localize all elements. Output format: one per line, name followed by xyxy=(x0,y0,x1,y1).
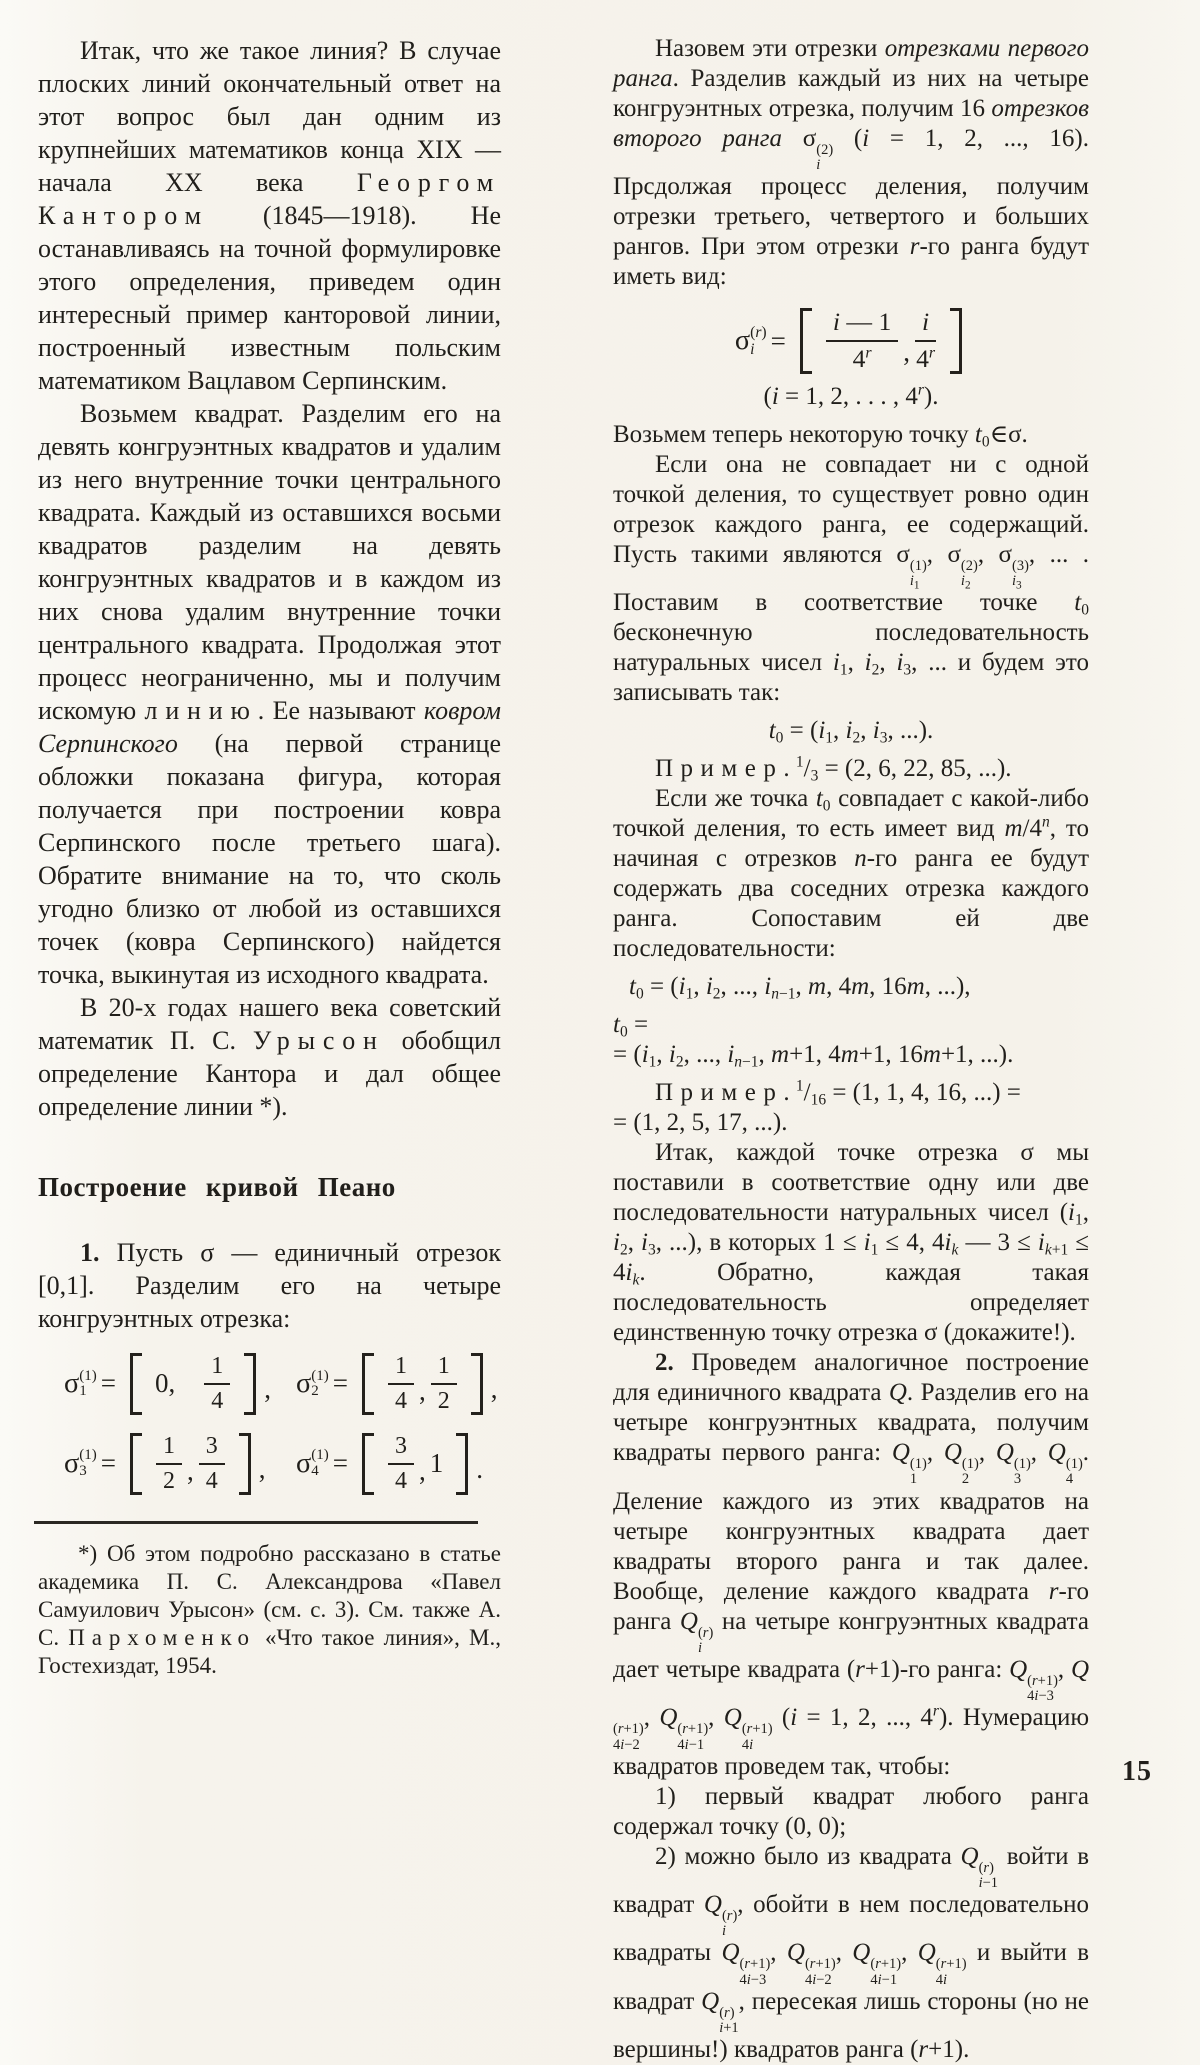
fraction: $\frac{3}{4}$ xyxy=(199,1433,225,1495)
right-bracket xyxy=(471,1353,483,1415)
right-bracket xyxy=(456,1433,468,1495)
section-heading: Построение кривой Пеано xyxy=(38,1172,396,1202)
paragraph-take-point: Возьмем теперь некоторую точку $t_0\in\sigma$. xyxy=(613,420,1028,451)
left-column xyxy=(38,34,501,2065)
fraction: $\frac{1}{2}$ xyxy=(431,1353,457,1415)
sigma-symbol: σ xyxy=(296,1448,312,1480)
right-bracket xyxy=(244,1353,256,1415)
left-bracket xyxy=(130,1433,142,1495)
fraction: $\frac{i}{4^r}$ xyxy=(916,307,936,374)
formula-t0-sequence: $t_0 = (i_1$, $i_2$, $i_3$, ...). xyxy=(768,717,934,747)
sigma-symbol: σ xyxy=(296,1368,312,1400)
left-bracket xyxy=(130,1353,142,1415)
fraction: $\frac{i — 1}{4^r}$ xyxy=(826,308,898,373)
formula-sigma-1: σ (1) 1 = 0, $\frac{1}{4}$ , xyxy=(64,1353,272,1414)
paragraph-non-division-point: Если она не совпадает ни с одной точкой деления, то существует ровно один отрезок каждого ранга, ее содержащий. Пусть такими являются σ (1) $i_1$ , σ (2) $i_2$ , σ (3) $i_3$ , ... . Поставим в соответствие точке $t_0$ бесконечную последовательность натуральных чисел $i_1$, $i_2$, $i_3$, ... и будем это записывать так: xyxy=(613,450,1089,707)
example-one-sixteenth: Пример. $^1/_{16} = (1$, 1, 4, 16, ...) = = (1, 2, 5, 17, ...). xyxy=(613,1077,1021,1137)
paragraph-correspondence: Итак, каждой точке отрезка σ мы поставили в соответствие одну или две последовательности натуральных чисел ($i_1$, $i_2$, $i_3$, ...), в которых $1 \le i_1 \le 4$, $4i_k$ — $3 \le i_{k+1} \le 4i_k$. Обратно, каждая такая последовательность определяет единственную точку отрезка σ (докажите!). xyxy=(613,1139,1089,1347)
condition-2: 2) можно было из квадрата Q (r) i−1 войти в квадрат Q (r) i , обойти в нем последовательно квадраты Q (r+1) 4i−3 , Q (r+1) 4i−2 , Q (r+1) 4i−1 , Q (r+1) 4i и выйти в квадрат Q (r) i+1 , пересекая лишь стороны (но не вершины!) квадратов ранга (r+1). xyxy=(613,1842,1090,2064)
right-bracket xyxy=(239,1433,251,1495)
page-number: 15 xyxy=(1122,1756,1152,1787)
paragraph-unit-segment: 1. Пусть σ — единичный отрезок [0,1]. Разделим его на четыре конгруэнтных отрезка: xyxy=(38,1238,501,1333)
fraction: $\frac{1}{4}$ xyxy=(204,1353,230,1415)
right-column xyxy=(613,34,1089,2065)
footnote: *) Об этом подробно рассказано в статье академика П. С. Александрова «Павел Самуилович Урысон» (см. с. 3). См. также А. С. Пархоменко «Что такое линия», М., Гостехиздат, 1954. xyxy=(38,1540,502,1678)
fraction: $\frac{1}{4}$ xyxy=(388,1353,414,1415)
left-bracket xyxy=(362,1433,374,1495)
sigma-symbol: σ xyxy=(64,1448,80,1480)
paragraph-division-point: Если же точка $t_0$ совпадает с какой-либо точкой деления, то есть имеет вид m/4$^n$, то начиная с отрезков n-го ранга ее будут содержать два соседних отрезка каждого ранга. Сопоставим ей две последовательности: xyxy=(613,785,1090,963)
sigma-symbol: σ xyxy=(734,325,751,357)
left-bracket xyxy=(800,308,812,373)
rank1-segment-formulas xyxy=(64,1353,501,1495)
sigma-symbol: σ xyxy=(64,1368,80,1400)
rank-index: (1) 1 xyxy=(79,1367,97,1400)
formula-sigma-4: σ (1) 4 = $\frac{3}{4}$ , 1 . xyxy=(296,1432,484,1494)
paragraph-first-rank-segments: Назовем эти отрезки отрезками первого ранга. Разделив каждый из них на четыре конгруэнтных отрезка, получим 16 отрезков второго ранга σ (2) i (i = 1, 2, ..., 16). Прсдолжая процесс деления, получим отрезки третьего, четвертого и больших рангов. При этом отрезки r-го ранга будут иметь вид: xyxy=(613,35,1089,291)
example-one-third: Пример. $^1/_3 = (2$, 6, 22, 85, ...). xyxy=(655,753,1012,785)
formula-sigma-rank-r: σ (r) i = $\frac{i — 1}{4^r}$ , $\frac{i}{4^r}$ xyxy=(613,308,1089,373)
paragraph-unit-square: 2. Проведем аналогичное построение для единичного квадрата Q. Разделив его на четыре конгруэнтных квадрата, получим квадраты первого ранга: Q (1) 1 , Q (1) 2 , Q (1) 3 , Q (1) 4 . Деление каждого из этих квадратов на четыре конгруэнтных квадрата дает квадраты второго ранга и так далее. Вообще, деление каждого квадрата r-го ранга Q (r) i на четыре конгруэнтных квадрата дает четыре квадрата (r+1)-го ранга: Q (r+1) 4i−3 , Q (r+1) 4i−2 , Q (r+1) 4i−1 , Q (r+1) 4i (i = 1, 2, ..., 4$^r$). Нумерацию квадратов проведем так, чтобы: xyxy=(613,1349,1090,1780)
fraction: $\frac{3}{4}$ xyxy=(388,1433,414,1495)
paragraph-urysohn: В 20-х годах нашего века советский математик П. С. Урысон обобщил определение Кантора и дал общее определение линии *). xyxy=(38,993,501,1121)
fraction: $\frac{1}{2}$ xyxy=(156,1433,182,1495)
left-bracket xyxy=(362,1353,374,1415)
rank-index: (1) 4 xyxy=(311,1447,329,1480)
formula-sigma-2: σ (1) 2 = $\frac{1}{4}$ , $\frac{1}{2}$ , xyxy=(296,1353,498,1414)
paragraph-what-is-line: Итак, что же такое линия? В случае плоских линий окончательный ответ на этот вопрос был дан одним из крупнейших математиков конца XIX — начала XX века Георгом Кантором (1845—1918). Не останавливаясь на точной формулировке этого определения, приведем один интересный пример канторовой линии, построенный известным польским математиком Вацлавом Серпинским. xyxy=(38,36,501,395)
condition-1: 1) первый квадрат любого ранга содержал точку (0, 0); xyxy=(613,1782,1089,1840)
rank-index: (r) i xyxy=(750,324,767,358)
paragraph-sierpinski-carpet: Возьмем квадрат. Разделим его на девять конгруэнтных квадратов и удалим из него внутренние точки центрального квадрата. Каждый из оставшихся восьми квадратов разделим на девять конгруэнтных квадратов и в каждом из них снова удалим внутренние точки центрального квадрата. Продолжая этот процесс неограниченно, мы и получим искомую линию. Ее называют ковром Серпинского (на первой странице обложки показана фигура, которая получается при построении ковра Серпинского после третьего шага). Обратите внимание на то, что сколь угодно близко от любой из оставшихся точек (ковра Серпинского) найдется точка, выкинутая из исходного квадрата. xyxy=(38,399,501,989)
formula-t0-seq-m-plus-1: $t_0$ = = ($i_1$, $i_2$, ..., $i_{n-1}$, m+1, 4m+1, 16m+1, ...). xyxy=(613,1011,1014,1071)
formula-index-range: (i = 1, 2, . . . , 4$^r$). xyxy=(763,381,939,410)
formula-sigma-3: σ (1) 3 = $\frac{1}{2}$ , $\frac{3}{4}$ , xyxy=(64,1432,266,1494)
rank-index: (1) 2 xyxy=(311,1367,329,1400)
rank-index: (1) 3 xyxy=(79,1447,97,1480)
formula-t0-seq-m: $t_0 = (i_1$, $i_2$, ..., $i_{n-1}$, m, 4m, 16m, ...), xyxy=(629,973,971,1003)
footnote-rule xyxy=(34,1521,478,1524)
right-bracket xyxy=(950,308,962,373)
